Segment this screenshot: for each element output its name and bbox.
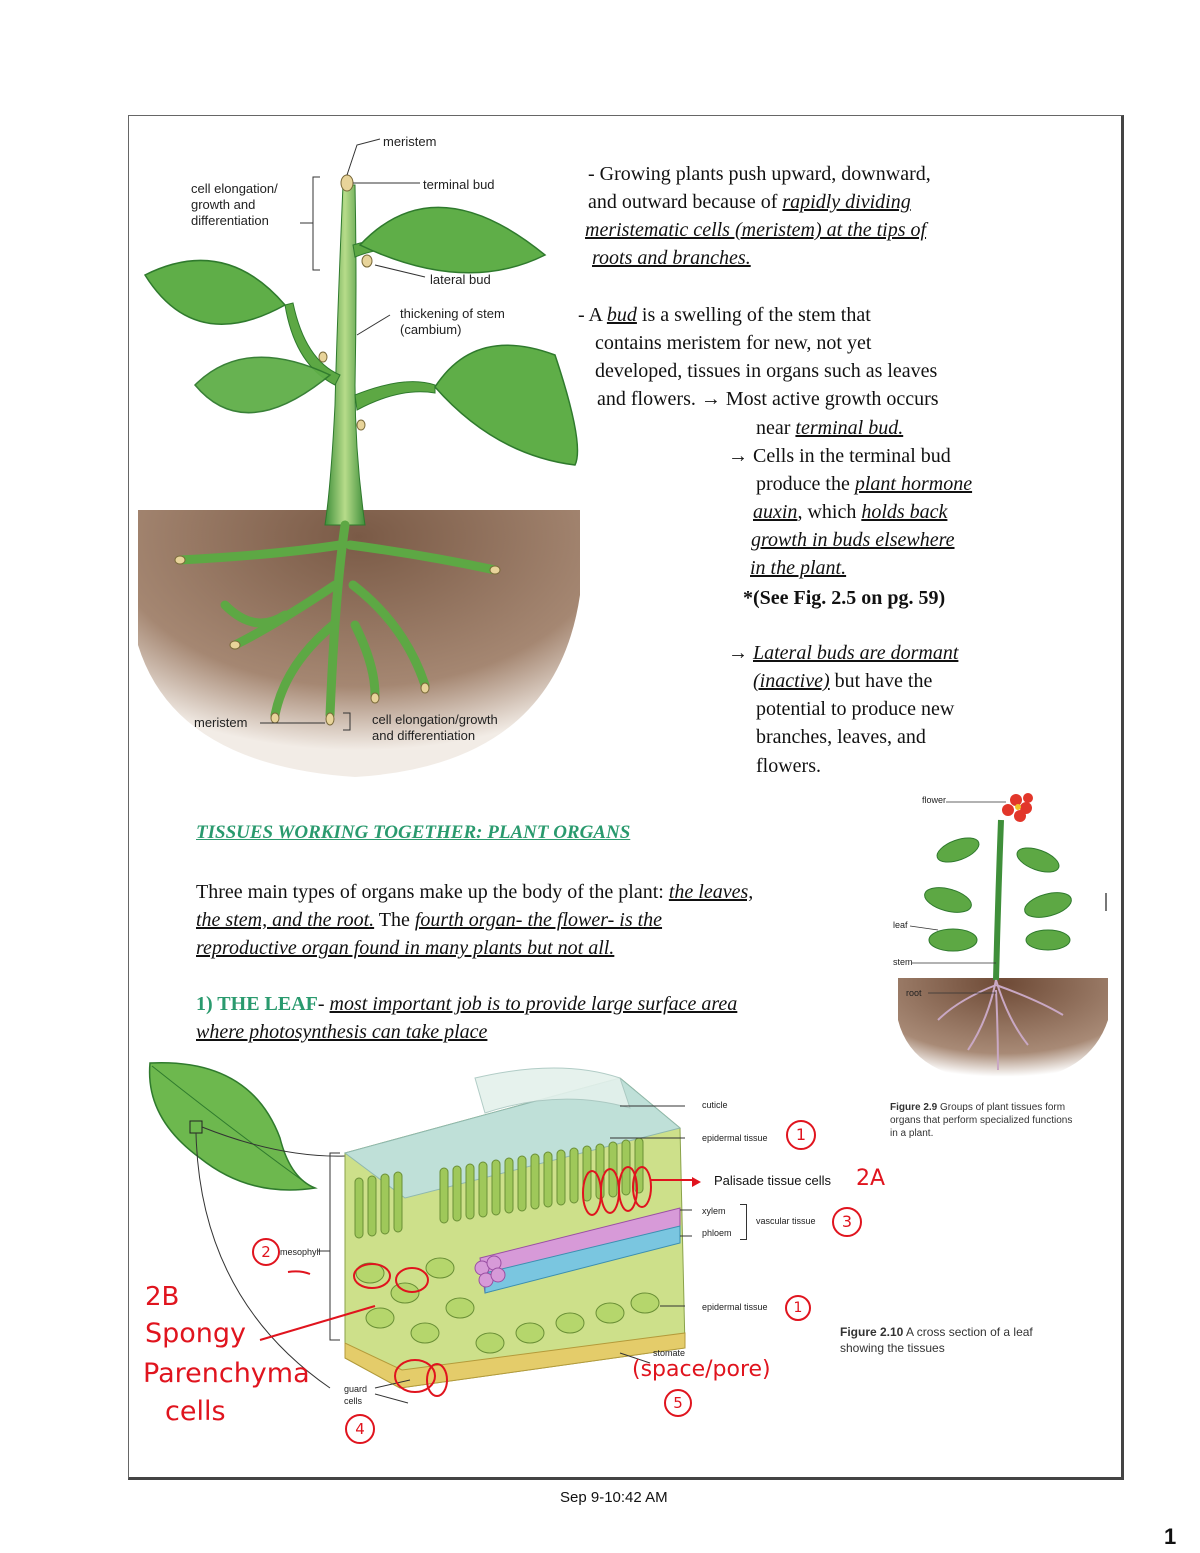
- note-line: → Cells in the terminal bud: [728, 445, 951, 467]
- page-number: 1: [1164, 1524, 1177, 1549]
- label-cell-elongation-top-2: growth and: [191, 197, 256, 212]
- annotation-3: 3: [832, 1207, 862, 1237]
- note-line: meristematic cells (meristem) at the tips of: [585, 219, 927, 241]
- label-stomate: stomate: [653, 1348, 686, 1358]
- note-line: in the plant.: [750, 557, 847, 579]
- label-thickening-2: (cambium): [400, 322, 462, 337]
- vascular-bracket: [740, 1204, 747, 1240]
- label-flower: flower: [922, 795, 947, 805]
- timestamp: Sep 9-10:42 AM: [560, 1489, 668, 1506]
- annotation-1-top: 1: [786, 1120, 816, 1150]
- label-stem: stem: [893, 957, 913, 967]
- section-heading: TISSUES WORKING TOGETHER: PLANT ORGANS: [196, 822, 631, 843]
- label-terminal-bud: terminal bud: [423, 177, 495, 192]
- note-line: produce the plant hormone: [756, 473, 973, 495]
- label-guard-1: guard: [344, 1384, 368, 1394]
- annotation-space-pore: (space/pore): [632, 1357, 771, 1382]
- organs-line: reproductive organ found in many plants but not all.: [196, 937, 615, 959]
- organs-line: the stem, and the root. The fourth organ- the flower- is the: [196, 909, 663, 931]
- figure-2-10-caption: Figure 2.10 A cross section of a leaf showing the tissues: [840, 1325, 1033, 1355]
- small-plant-illustration: [898, 790, 1108, 1090]
- label-vascular: vascular tissue: [756, 1216, 816, 1226]
- note-line: contains meristem for new, not yet: [595, 332, 872, 354]
- label-xylem: xylem: [702, 1206, 726, 1216]
- annotation-parenchyma: Parenchyma: [143, 1358, 310, 1389]
- note-line: → Lateral buds are dormant: [728, 642, 959, 664]
- label-meristem-top: meristem: [383, 134, 437, 149]
- label-thickening-1: thickening of stem: [400, 306, 505, 321]
- label-cell-elongation-bottom-2: and differentiation: [372, 728, 476, 743]
- annotation-2: 2: [252, 1238, 280, 1266]
- organs-line: Three main types of organs make up the body of the plant: the leaves,: [196, 881, 754, 903]
- figure-2-9-caption: Figure 2.9 Groups of plant tissues form organs that perform specialized functions in a plant.: [890, 1102, 1073, 1139]
- leaf-heading-line: where photosynthesis can take place: [196, 1021, 488, 1043]
- label-root: root: [906, 988, 922, 998]
- note-line: potential to produce new: [756, 698, 955, 720]
- label-meristem-bottom: meristem: [194, 715, 248, 730]
- palisade-arrow-icon: [692, 1177, 701, 1187]
- label-mesophyll: mesophyll: [280, 1247, 321, 1257]
- label-cell-elongation-top-1: cell elongation/: [191, 181, 278, 196]
- annotation-1-bottom: 1: [785, 1295, 811, 1321]
- margin-mark: [1105, 893, 1107, 911]
- note-line: - Growing plants push upward, downward,: [588, 163, 931, 185]
- label-palisade: Palisade tissue cells: [714, 1173, 832, 1188]
- label-phloem: phloem: [702, 1228, 732, 1238]
- note-line: growth in buds elsewhere: [751, 529, 955, 551]
- label-cuticle: cuticle: [702, 1100, 728, 1110]
- label-lateral-bud: lateral bud: [430, 272, 491, 287]
- note-line: (inactive) but have the: [753, 670, 933, 692]
- note-line: flowers.: [756, 755, 821, 777]
- label-guard-2: cells: [344, 1396, 363, 1406]
- note-figure-reference: *(See Fig. 2.5 on pg. 59): [743, 587, 946, 609]
- note-line: auxin, which holds back: [753, 501, 948, 523]
- label-epidermal-bottom: epidermal tissue: [702, 1302, 768, 1312]
- label-cell-elongation-top-3: differentiation: [191, 213, 269, 228]
- leaf-heading-line: 1) THE LEAF- most important job is to provide large surface area: [196, 993, 738, 1015]
- label-epidermal-top: epidermal tissue: [702, 1133, 768, 1143]
- note-line: roots and branches.: [592, 247, 751, 269]
- annotation-spongy: Spongy: [145, 1318, 247, 1349]
- label-cell-elongation-bottom-1: cell elongation/growth: [372, 712, 498, 727]
- note-line: developed, tissues in organs such as leaves: [595, 360, 938, 382]
- note-line: near terminal bud.: [756, 417, 904, 439]
- annotation-4: 4: [345, 1414, 375, 1444]
- annotation-2b: 2B: [145, 1282, 180, 1312]
- note-line: and outward because of rapidly dividing: [588, 191, 911, 213]
- note-line: - A bud is a swelling of the stem that: [578, 304, 871, 326]
- note-line: branches, leaves, and: [756, 726, 926, 748]
- annotation-5: 5: [664, 1389, 692, 1417]
- note-line: and flowers. → Most active growth occurs: [597, 388, 939, 410]
- label-leaf: leaf: [893, 920, 908, 930]
- annotation-cells: cells: [165, 1396, 226, 1427]
- annotation-2a: 2A: [856, 1166, 886, 1191]
